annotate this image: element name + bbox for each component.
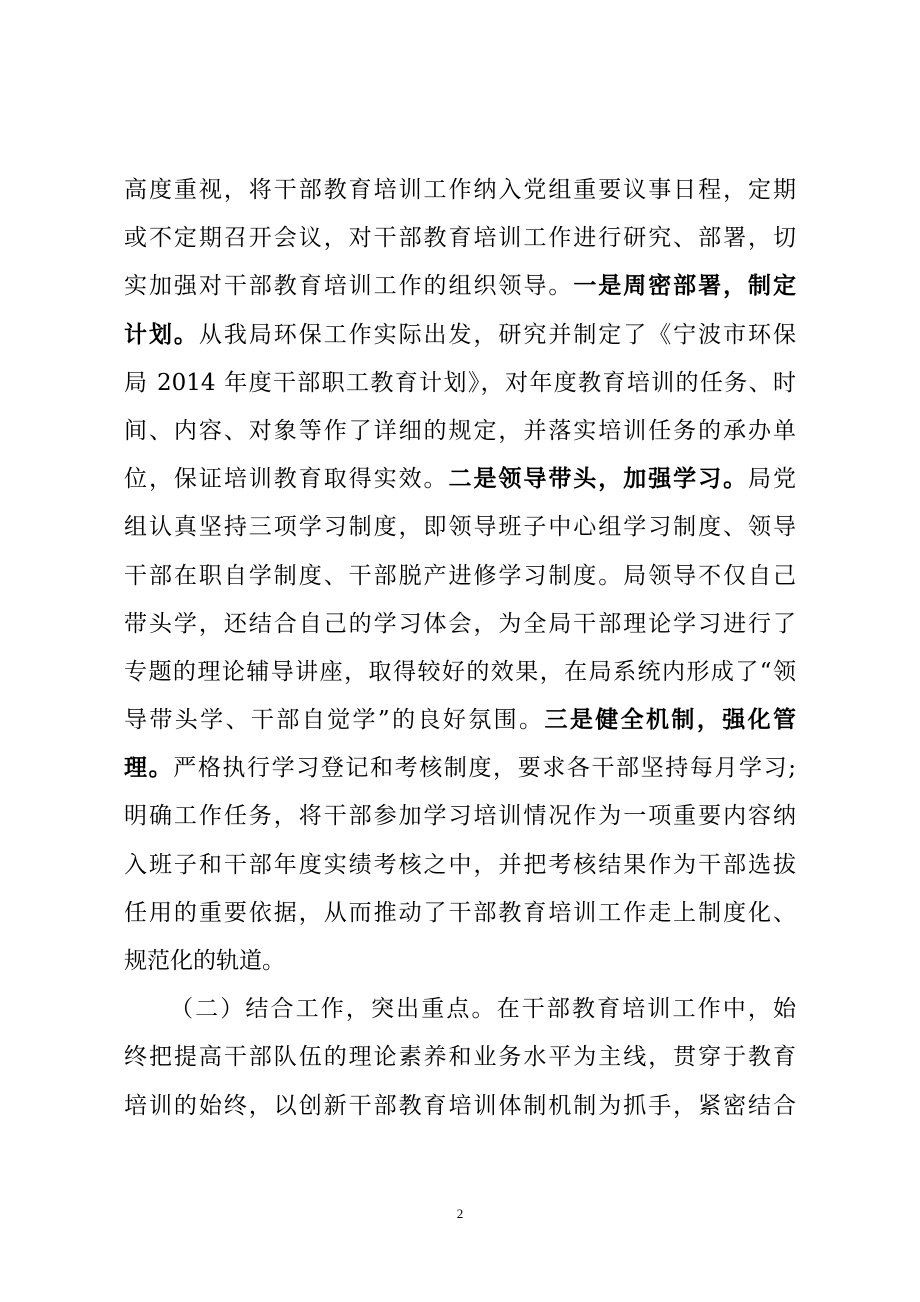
text-line-17 xyxy=(124,937,796,985)
text-segment: 间、内容、对象等作了详细的规定，并落实培训任务的承办单 xyxy=(124,417,796,444)
text-line-7 xyxy=(124,455,796,503)
text-segment: 或不定期召开会议，对干部教育培训工作进行研究、部署，切 xyxy=(124,225,796,252)
bold-text-segment: 二是领导带头，加强学习。 xyxy=(448,465,749,493)
text-line-15 xyxy=(124,841,796,889)
text-line-8 xyxy=(124,503,796,551)
text-segment: 高度重视，将干部教育培训工作纳入党组重要议事日程，定期 xyxy=(124,177,796,203)
text-line-2 xyxy=(124,214,796,262)
text-line-3 xyxy=(124,262,796,310)
text-segment: 带头学，还结合自己的学习体会，为全局干部理论学习进行了 xyxy=(124,610,796,637)
text-segment: 入班子和干部年度实绩考核之中，并把考核结果作为干部选拔 xyxy=(124,851,796,878)
text-line-9 xyxy=(124,552,796,600)
bold-text-segment: 计划。 xyxy=(124,320,199,348)
text-line-4 xyxy=(124,311,796,359)
text-segment: 从我局环保工作实际出发，研究并制定了《宁波市环保 xyxy=(198,321,797,348)
text-segment: 局 2014 年度干部职工教育计划》，对年度教育培训的任务、时 xyxy=(124,369,796,396)
text-segment: 专题的理论辅导讲座，取得较好的效果，在局系统内形成了“领 xyxy=(124,658,796,685)
bold-text-segment: 一是周密部署，制定 xyxy=(573,272,797,300)
text-line-20 xyxy=(124,1082,796,1130)
bold-text-segment: 理。 xyxy=(124,754,174,782)
text-segment: （二）结合工作，突出重点。在干部教育培训工作中，始 xyxy=(170,996,796,1023)
text-segment: 培训的始终，以创新干部教育培训体制机制为抓手，紧密结合 xyxy=(124,1092,796,1119)
text-line-19 xyxy=(124,1033,796,1081)
text-line-11 xyxy=(124,648,796,696)
text-segment: 严格执行学习登记和考核制度，要求各干部坚持每月学习; xyxy=(173,755,797,782)
text-segment: 实加强对干部教育培训工作的组织领导。 xyxy=(124,273,574,300)
text-segment: 明确工作任务，将干部参加学习培训情况作为一项重要内容纳 xyxy=(124,803,796,830)
text-segment: 导带头学、干部自觉学”的良好氛围。 xyxy=(124,707,545,734)
text-line-13 xyxy=(124,744,796,792)
text-segment: 任用的重要依据，从而推动了干部教育培训工作走上制度化、 xyxy=(124,899,796,926)
text-segment: 干部在职自学制度、干部脱产进修学习制度。局领导不仅自己 xyxy=(124,562,796,589)
page-number: 2 xyxy=(456,1206,464,1221)
text-segment: 终把提高干部队伍的理论素养和业务水平为主线，贯穿于教育 xyxy=(124,1044,796,1071)
text-line-5 xyxy=(124,359,796,407)
text-line-6 xyxy=(124,407,796,455)
text-segment: 组认真坚持三项学习制度，即领导班子中心组学习制度、领导 xyxy=(124,514,796,541)
text-line-10 xyxy=(124,600,796,648)
body-text xyxy=(124,166,796,1130)
text-line-12 xyxy=(124,696,796,744)
bold-text-segment: 三是健全机制，强化管 xyxy=(544,706,796,734)
text-line-1 xyxy=(124,166,796,214)
text-line-14 xyxy=(124,792,796,840)
text-segment: 局党 xyxy=(748,466,797,493)
text-line-18 xyxy=(124,985,796,1033)
text-segment: 位，保证培训教育取得实效。 xyxy=(124,466,449,493)
text-line-16 xyxy=(124,889,796,937)
text-segment: 规范化的轨道。 xyxy=(124,948,285,974)
